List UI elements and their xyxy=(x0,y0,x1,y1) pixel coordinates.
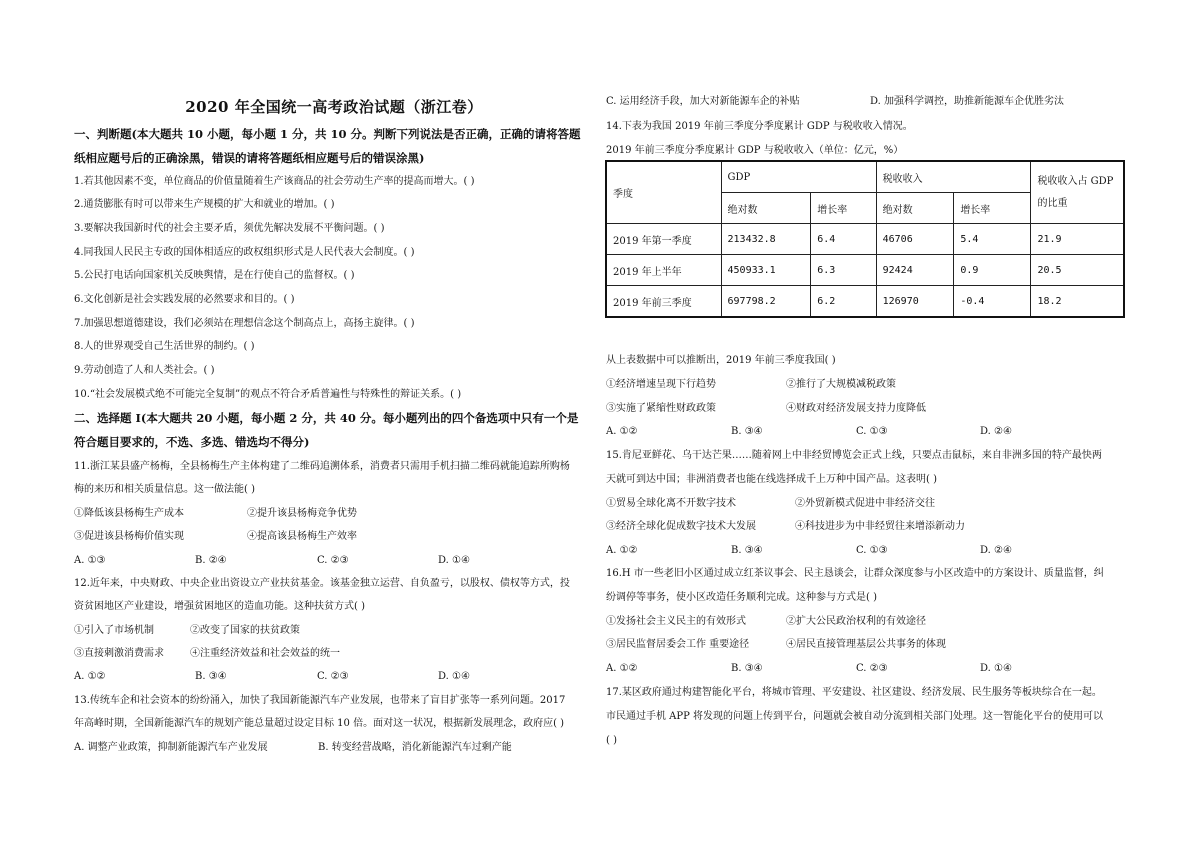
cell-ratio: 21.9 xyxy=(1031,224,1124,255)
q16-option-1: ①发扬社会主义民主的有效形式 xyxy=(606,616,746,627)
section2-heading-line1: 二、选择题 I(本大题共 20 小题，每小题 2 分，共 40 分。每小题列出的四个备选项中只有一个是 xyxy=(74,411,579,425)
q16-stem-line1: 16.H 市一些老旧小区通过成立红茶议事会、民主恳谈会，让群众深度参与小区改造中的方案设计、质量监督，纠 xyxy=(606,568,1104,579)
q12-option-2: ②改变了国家的扶贫政策 xyxy=(190,625,300,636)
q17-stem-line2: 市民通过手机 APP 将发现的问题上传到平台，问题就会被自动分流到相关部门处理。这一智能化平台的使用可以 xyxy=(606,711,1104,722)
cell-ratio: 18.2 xyxy=(1031,286,1124,318)
cell-gdp-rate: 6.2 xyxy=(811,286,876,318)
q14-option-2: ②推行了大规模减税政策 xyxy=(786,379,896,390)
q11-answer-b: B. ②④ xyxy=(195,555,227,566)
q12-answer-c: C. ②③ xyxy=(317,671,349,682)
q11-answer-c: C. ②③ xyxy=(317,555,349,566)
q13-stem-line1: 13.传统车企和社会资本的纷纷涌入，加快了我国新能源汽车产业发展，也带来了盲目扩张等一系列问题。2017 xyxy=(74,695,566,706)
th-ratio: 税收收入占 GDP 的比重 xyxy=(1031,161,1124,224)
cell-tax-rate: 5.4 xyxy=(954,224,1031,255)
q16-answer-c: C. ②③ xyxy=(856,663,888,674)
q12-answer-a: A. ①② xyxy=(74,671,106,682)
cell-ratio: 20.5 xyxy=(1031,255,1124,286)
q12-answer-b: B. ③④ xyxy=(195,671,227,682)
q16-answer-b: B. ③④ xyxy=(731,663,763,674)
q15-answer-d: D. ②④ xyxy=(980,545,1012,556)
q15-answer-b: B. ③④ xyxy=(731,545,763,556)
q11-option-3: ③促进该县杨梅价值实现 xyxy=(74,531,184,542)
q14-table-caption: 2019 年前三季度分季度累计 GDP 与税收收入（单位：亿元，%） xyxy=(606,145,904,156)
q16-answer-d: D. ①④ xyxy=(980,663,1012,674)
th-gdp: GDP xyxy=(721,161,876,193)
judgement-item-1: 1.若其他因素不变，单位商品的价值量随着生产该商品的社会劳动生产率的提高而增大。( ) xyxy=(74,176,475,187)
q17-stem-line3: ( ) xyxy=(606,735,617,746)
judgement-item-3: 3.要解决我国新时代的社会主要矛盾，须优先解决发展不平衡问题。( ) xyxy=(74,223,385,234)
q11-stem-line2: 梅的来历和相关质量信息。这一做法能( ) xyxy=(74,484,255,495)
q17-stem-line1: 17.某区政府通过构建智能化平台，将城市管理、平安建设、社区建设、经济发展、民生服务等板块综合在一起。 xyxy=(606,687,1102,698)
judgement-item-9: 9.劳动创造了人和人类社会。( ) xyxy=(74,365,215,376)
q13-option-d: D. 加强科学调控，助推新能源车企优胜劣汰 xyxy=(870,96,1065,107)
q11-stem-line1: 11.浙江某县盛产杨梅，全县杨梅生产主体构建了二维码追溯体系，消费者只需用手机扫描二维码就能追踪所购杨 xyxy=(74,461,570,472)
q12-option-4: ④注重经济效益和社会效益的统一 xyxy=(190,648,340,659)
q12-stem-line1: 12.近年来，中央财政、中央企业出资设立产业扶贫基金。该基金独立运营、自负盈亏，以股权、债权等方式，投 xyxy=(74,578,570,589)
q11-option-1: ①降低该县杨梅生产成本 xyxy=(74,508,184,519)
q16-option-4: ④居民直接管理基层公共事务的体现 xyxy=(786,639,946,650)
q12-option-1: ①引入了市场机制 xyxy=(74,625,154,636)
th-tax-abs: 绝对数 xyxy=(876,193,954,224)
q16-stem-line2: 纷调停等事务，使小区改造任务顺利完成。这种参与方式是( ) xyxy=(606,592,877,603)
q15-option-1: ①贸易全球化离不开数字技术 xyxy=(606,498,736,509)
q12-stem-line2: 资贫困地区产业建设，增强贫困地区的造血功能。这种扶贫方式( ) xyxy=(74,601,365,612)
cell-gdp: 450933.1 xyxy=(721,255,811,286)
judgement-item-6: 6.文化创新是社会实践发展的必然要求和目的。( ) xyxy=(74,294,295,305)
q11-answer-d: D. ①④ xyxy=(438,555,470,566)
q14-answer-d: D. ②④ xyxy=(980,426,1012,437)
q14-answer-c: C. ①③ xyxy=(856,426,888,437)
q16-option-3: ③居民监督居委会工作 重要途径 xyxy=(606,639,750,650)
table-row xyxy=(606,286,1124,318)
page-title: 2020 年全国统一高考政治试题（浙江卷） xyxy=(185,98,483,116)
cell-season: 2019 年上半年 xyxy=(606,255,721,286)
q14-option-4: ④财政对经济发展支持力度降低 xyxy=(786,403,926,414)
table-row xyxy=(606,224,1124,255)
q11-option-4: ④提高该县杨梅生产效率 xyxy=(247,531,357,542)
q16-option-2: ②扩大公民政治权利的有效途径 xyxy=(786,616,926,627)
cell-season: 2019 年第一季度 xyxy=(606,224,721,255)
q14-option-1: ①经济增速呈现下行趋势 xyxy=(606,379,716,390)
q14-option-3: ③实施了紧缩性财政政策 xyxy=(606,403,716,414)
q15-answer-c: C. ①③ xyxy=(856,545,888,556)
q15-stem-line2: 天就可到达中国；非洲消费者也能在线选择成千上万种中国产品。这表明( ) xyxy=(606,474,937,485)
section1-heading-line2: 纸相应题号后的正确涂黑，错误的请将答题纸相应题号后的错误涂黑) xyxy=(74,151,425,165)
q15-option-2: ②外贸新模式促进中非经济交往 xyxy=(795,498,935,509)
cell-gdp-rate: 6.3 xyxy=(811,255,876,286)
judgement-item-8: 8.人的世界观受自己生活世界的制约。( ) xyxy=(74,341,255,352)
q15-option-3: ③经济全球化促成数字技术大发展 xyxy=(606,521,756,532)
cell-gdp: 697798.2 xyxy=(721,286,811,318)
q15-answer-a: A. ①② xyxy=(606,545,638,556)
q14-stem: 14.下表为我国 2019 年前三季度分季度累计 GDP 与税收收入情况。 xyxy=(606,121,913,132)
judgement-item-5: 5.公民打电话向国家机关反映舆情，是在行使自己的监督权。( ) xyxy=(74,270,355,281)
judgement-item-4: 4.同我国人民民主专政的国体相适应的政权组织形式是人民代表大会制度。( ) xyxy=(74,247,415,258)
cell-gdp-rate: 6.4 xyxy=(811,224,876,255)
table-row xyxy=(606,255,1124,286)
q12-answer-d: D. ①④ xyxy=(438,671,470,682)
th-tax: 税收收入 xyxy=(876,161,1031,193)
th-season: 季度 xyxy=(606,161,721,224)
cell-tax: 92424 xyxy=(876,255,954,286)
cell-season: 2019 年前三季度 xyxy=(606,286,721,318)
q16-answer-a: A. ①② xyxy=(606,663,638,674)
judgement-item-2: 2.通货膨胀有时可以带来生产规模的扩大和就业的增加。( ) xyxy=(74,199,335,210)
q12-option-3: ③直接刺激消费需求 xyxy=(74,648,164,659)
q13-option-c: C. 运用经济手段，加大对新能源车企的补贴 xyxy=(606,96,800,107)
cell-tax-rate: 0.9 xyxy=(954,255,1031,286)
cell-gdp: 213432.8 xyxy=(721,224,811,255)
q15-stem-line1: 15.肯尼亚鲜花、乌干达芒果……随着网上中非经贸博览会正式上线，只要点击鼠标，来自非洲多国的特产最快两 xyxy=(606,450,1102,461)
q11-option-2: ②提升该县杨梅竞争优势 xyxy=(247,508,357,519)
th-gdp-abs: 绝对数 xyxy=(721,193,811,224)
q15-option-4: ④科技进步为中非经贸往来增添新动力 xyxy=(795,521,965,532)
q13-stem-line2: 年高峰时期，全国新能源汽车的规划产能总量超过设定目标 10 倍。面对这一状况，根据新发展理念，政府应( ) xyxy=(74,718,565,729)
q11-answer-a: A. ①③ xyxy=(74,555,106,566)
cell-tax: 46706 xyxy=(876,224,954,255)
cell-tax: 126970 xyxy=(876,286,954,318)
th-tax-rate: 增长率 xyxy=(954,193,1031,224)
judgement-item-7: 7.加强思想道德建设，我们必须站在理想信念这个制高点上，高扬主旋律。( ) xyxy=(74,318,415,329)
q14-answer-a: A. ①② xyxy=(606,426,638,437)
th-gdp-rate: 增长率 xyxy=(811,193,876,224)
section1-heading-line1: 一、判断题(本大题共 10 小题，每小题 1 分，共 10 分。判断下列说法是否正确，正确的请将答题 xyxy=(74,127,581,141)
gdp-tax-table xyxy=(605,160,1125,318)
judgement-item-10: 10.“社会发展模式绝不可能完全复制”的观点不符合矛盾普遍性与特殊性的辩证关系。( ) xyxy=(74,389,462,400)
q13-option-a: A. 调整产业政策，抑制新能源汽车产业发展 xyxy=(74,742,268,753)
q13-option-b: B. 转变经营战略，消化新能源汽车过剩产能 xyxy=(318,742,512,753)
q14-question: 从上表数据中可以推断出，2019 年前三季度我国( ) xyxy=(606,355,836,366)
section2-heading-line2: 符合题目要求的，不选、多选、错选均不得分) xyxy=(74,435,310,449)
q14-answer-b: B. ③④ xyxy=(731,426,763,437)
cell-tax-rate: -0.4 xyxy=(954,286,1031,318)
